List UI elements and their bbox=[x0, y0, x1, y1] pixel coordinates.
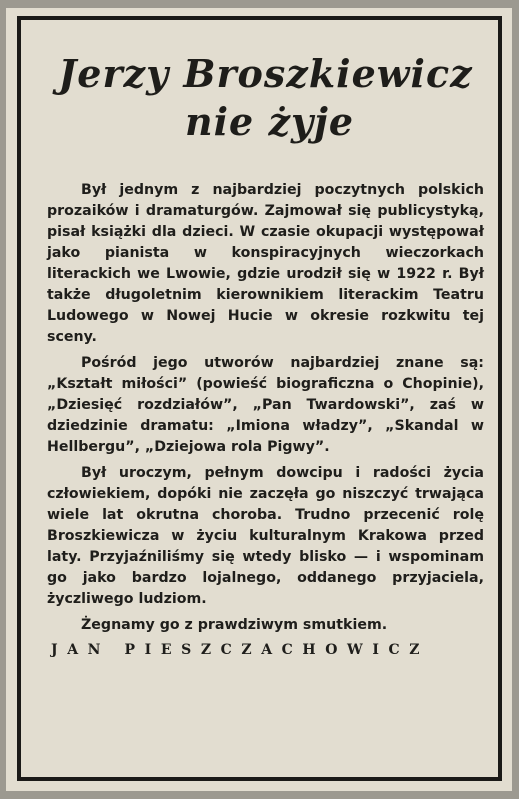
author-signature: JAN PIESZCZACHOWICZ bbox=[51, 642, 430, 658]
title-line-2: nie żyje bbox=[184, 99, 355, 144]
article-frame bbox=[17, 16, 502, 781]
paragraph-2: Pośród jego utworów najbardziej znane są: „Kształt miłości” (powieść biograficzna o Chopinie), „Dziesięć rozdziałów”, „Pan Twardowski”, zaś w dziedzinie dramatu: „Imiona władzy”, „Skandal w Hellbergu”, „Dziejowa rola Pigwy”. bbox=[47, 355, 484, 455]
article-body bbox=[47, 180, 484, 636]
closing-line: Żegnamy go z prawdziwym smutkiem. bbox=[81, 617, 388, 633]
title-line-1: Jerzy Broszkiewicz bbox=[58, 51, 473, 96]
paragraph-3: Był uroczym, pełnym dowcipu i radości życia człowiekiem, dopóki nie zaczęła go niszczyć trwająca wiele lat okrutna choroba. Trudno przecenić rolę Broszkiewicza w życiu kulturalnym Krakowa przed laty. Przyjaźniliśmy się wtedy blisko — i wspominam go jako bardzo lojalnego, oddanego przyjaciela, życzliwego ludziom. bbox=[47, 465, 484, 607]
article-title bbox=[47, 20, 484, 146]
newspaper-clipping bbox=[6, 8, 512, 791]
paragraph-1: Był jednym z najbardziej poczytnych polskich prozaików i dramaturgów. Zajmował się publicystyką, pisał książki dla dzieci. W czasie okupacji występował jako pianista w konspiracyjnych wieczorkach literackich we Lwowie, gdzie urodził się w 1922 r. Był także długoletnim kierownikiem literackim Teatru Ludowego w Nowej Hucie w okresie rozkwitu tej sceny. bbox=[47, 182, 484, 345]
